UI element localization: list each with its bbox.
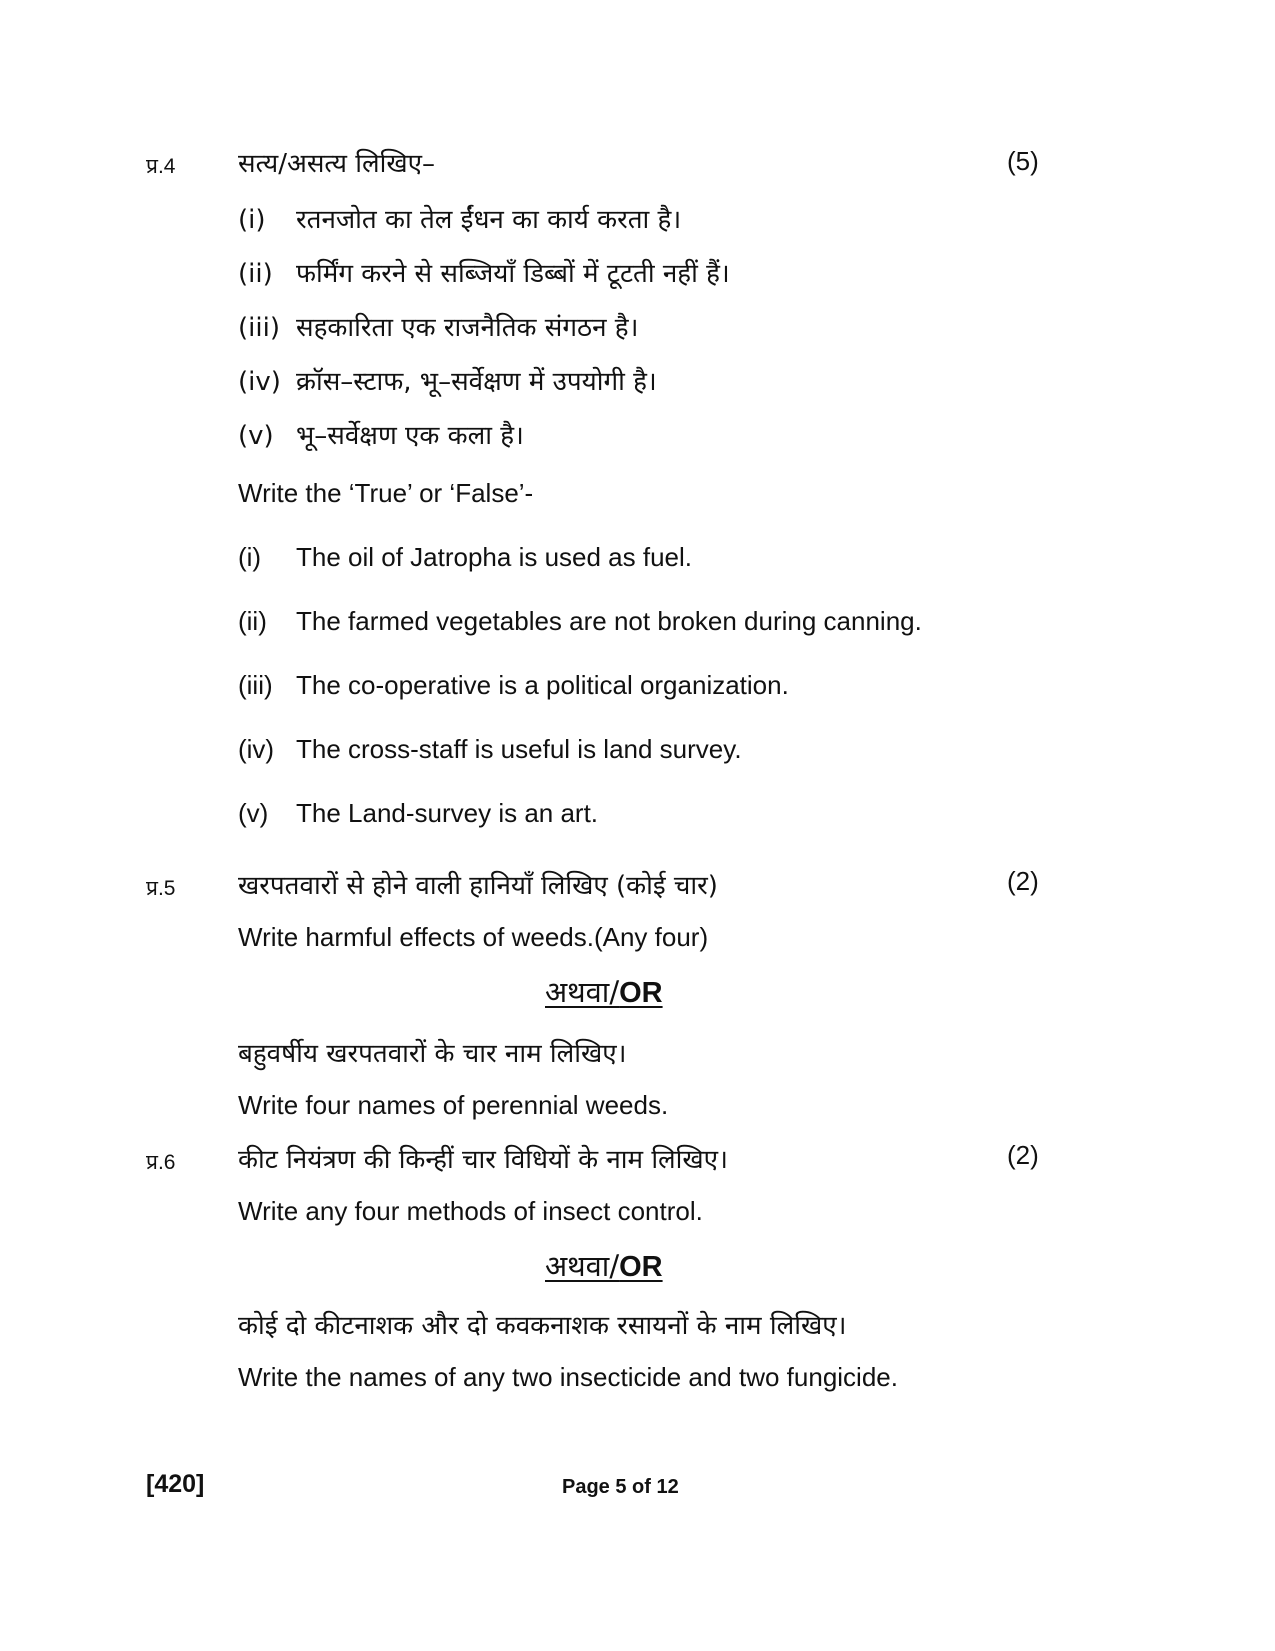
q4-hindi-item	[238, 254, 730, 290]
q6-alt-english: Write the names of any two insecticide and two fungicide.	[238, 1362, 898, 1392]
q5-english: Write harmful effects of weeds.(Any four)	[238, 922, 709, 952]
item-number: (iv)	[238, 367, 281, 397]
item-number: (iii)	[238, 313, 280, 343]
q6-english: Write any four methods of insect control.	[238, 1196, 703, 1226]
item-text: क्रॉस–स्टाफ, भू–सर्वेक्षण में उपयोगी है।	[296, 367, 657, 397]
q5-marks: (2)	[1007, 866, 1039, 896]
q5-number: प्र.5	[146, 877, 176, 900]
item-number: (i)	[238, 205, 266, 235]
item-number: (iv)	[238, 734, 275, 764]
q4-english-item	[238, 798, 598, 829]
item-text: रतनजोत का तेल ईंधन का कार्य करता है।	[296, 205, 682, 235]
q6-number: प्र.6	[146, 1151, 176, 1174]
item-number: (v)	[238, 798, 269, 828]
q4-marks: (5)	[1007, 146, 1039, 176]
item-number: (ii)	[238, 606, 267, 636]
item-text: फर्मिंग करने से सब्जियाँ डिब्बों में टूटती नहीं हैं।	[296, 259, 730, 289]
item-text: The Land-survey is an art.	[296, 798, 599, 828]
item-text: सहकारिता एक राजनैतिक संगठन है।	[296, 313, 639, 343]
item-text: The cross-staff is useful is land survey.	[296, 734, 742, 764]
q4-hindi-item	[238, 362, 657, 398]
item-text: The co-operative is a political organization.	[296, 670, 789, 700]
q4-english-item	[238, 734, 742, 765]
item-number: (i)	[238, 542, 262, 572]
item-number: (ii)	[238, 259, 273, 289]
q6-alt-hindi: कोई दो कीटनाशक और दो कवकनाशक रसायनों के नाम लिखिए।	[238, 1311, 847, 1341]
q4-english-item	[238, 606, 922, 637]
item-number: (v)	[238, 421, 274, 451]
q4-hindi-title: सत्य/असत्य लिखिए–	[238, 149, 436, 179]
or-english: OR	[619, 1251, 663, 1283]
item-text: भू–सर्वेक्षण एक कला है।	[296, 421, 524, 451]
q4-hindi-item	[238, 200, 681, 236]
q4-number: प्र.4	[146, 155, 176, 178]
q5-hindi: खरपतवारों से होने वाली हानियाँ लिखिए (कोई चार)	[238, 871, 718, 901]
q6-or-separator	[545, 1246, 663, 1285]
q5-alt-hindi: बहुवर्षीय खरपतवारों के चार नाम लिखिए।	[238, 1039, 627, 1069]
q6-hindi: कीट नियंत्रण की किन्हीं चार विधियों के नाम लिखिए।	[238, 1145, 728, 1175]
q4-hindi-item	[238, 416, 524, 452]
or-english: OR	[619, 977, 663, 1009]
paper-code: [420]	[146, 1470, 205, 1498]
q4-english-item	[238, 542, 692, 573]
q4-english-title: Write the ‘True’ or ‘False’-	[238, 478, 534, 508]
page-number: Page 5 of 12	[562, 1476, 679, 1498]
or-hindi: अथवा/	[545, 975, 620, 1009]
q4-hindi-item	[238, 308, 638, 344]
q5-or-separator	[545, 972, 663, 1011]
item-text: The oil of Jatropha is used as fuel.	[296, 542, 693, 572]
q4-english-item	[238, 670, 789, 701]
q6-marks: (2)	[1007, 1140, 1039, 1170]
item-text: The farmed vegetables are not broken during canning.	[296, 606, 922, 636]
or-hindi: अथवा/	[545, 1249, 620, 1283]
q5-alt-english: Write four names of perennial weeds.	[238, 1090, 669, 1120]
item-number: (iii)	[238, 670, 273, 700]
